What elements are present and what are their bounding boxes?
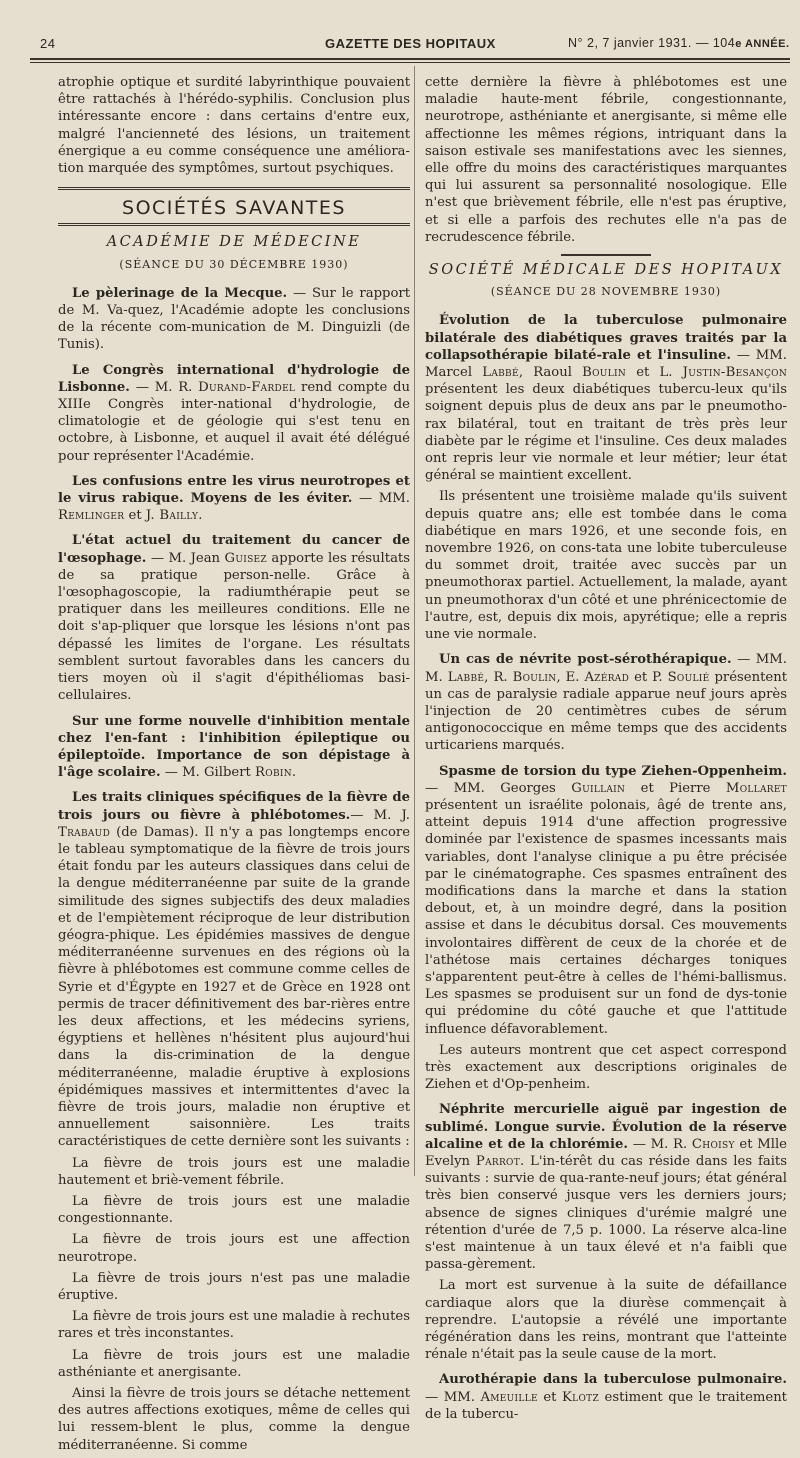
- list-item: Ainsi la fièvre de trois jours se détache nettement des autres affections exotiques, même de celles qui lui ressem-blent le plus, comme la dengue méditerranéenne. Si comme: [58, 1386, 410, 1453]
- article-heading: Évolution de la tuberculose pulmonaire bilatérale des diabétiques graves traités par la collapsothérapie bilaté-rale et l'insuline.: [425, 313, 787, 363]
- issue-info: [568, 36, 790, 50]
- article-text: . L'in-térêt du cas réside dans les faits suivants : survie de qua-rante-neuf jours; état général très bien conservé jusque vers les derniers jours; absence de signes cliniques d'urémie malgré une rétention d'urée de 7,5 p. 1000. La réserve alca-line s'est maintenue à un taux élevé et n'a faibli que passa-gèrement.: [425, 1153, 787, 1273]
- author-name: Durand-Fardel: [198, 379, 296, 395]
- article-heading: Un cas de névrite post-sérothérapique.: [439, 652, 732, 668]
- list-item: La fièvre de trois jours n'est pas une maladie éruptive.: [58, 1270, 410, 1303]
- article-heading: Le pèlerinage de la Mecque.: [72, 285, 288, 301]
- article-heading: L'état actuel du traitement du cancer de l'œsophage.: [58, 533, 410, 566]
- article-text: — M. J.: [350, 807, 410, 823]
- header-rule: [30, 58, 790, 60]
- author-name: Klotz: [562, 1389, 599, 1405]
- article-heading: Spasme de torsion du type Ziehen-Oppenheim.: [439, 763, 787, 779]
- article-cancer: [58, 532, 410, 704]
- article-spasme: [425, 763, 787, 1038]
- author-name: Remlinger: [58, 508, 125, 524]
- page-header: [30, 34, 790, 56]
- author-name: Parrot: [475, 1153, 521, 1169]
- journal-title: GAZETTE DES HOPITAUX: [325, 36, 496, 51]
- article-text: .: [291, 765, 297, 781]
- page-number: 24: [40, 36, 56, 51]
- author-name: Boulin: [512, 669, 557, 685]
- article-heading: Aurothérapie dans la tuberculose pulmonaire.: [439, 1372, 787, 1388]
- author-name: Azérad: [584, 669, 630, 685]
- article-text: apporte les résultats de sa pratique person-nelle. Grâce à l'œsophagoscopie, la radiumthérapie peut se pratiquer dans les meilleures conditions. Elle ne doit s'ap-pliquer que lorsque les lésions n'ont pas dépassé les limites de l'organe. Les résultats semblent surtout favorables dans les cancers du tiers moyen où il s'agit d'épithéliomas basi-cellulaires.: [58, 550, 410, 704]
- section-rule-top: [58, 187, 410, 190]
- article-text: et: [537, 1389, 563, 1405]
- article-nevrite: [425, 651, 787, 754]
- article-text: — M. R.: [129, 379, 199, 395]
- article-heading: Néphrite mercurielle aiguë par ingestion de sublimé. Longue survie. Évolution de la réserve alcaline et de la chlorémie.: [425, 1102, 787, 1152]
- list-item: La fièvre de trois jours est une maladie congestionnante.: [58, 1193, 410, 1227]
- list-item: La fièvre de trois jours est une maladie hautement et briè-vement fébrile.: [58, 1155, 410, 1188]
- article-pelerinage: [58, 285, 410, 354]
- article-tuberculose: [425, 312, 787, 484]
- article-text: (de Damas). Il n'y a pas longtemps encore le tableau symptomatique de la fièvre de trois jours était fondu par les auteurs classiques dans celui de la dengue méditerranéenne par suite de la grande similitude des signes subjectifs des deux maladies et de l'empiètement réciproque de leur distribution géogra-phique. Les épidémies massives de dengue méditerranéenne survenues en des régions où la fièvre à phlébotomes est commune comme celles de Syrie et d'Égypte en 1927 et de Grèce en 1928 ont permis de tracer définitivement des bar-rières entre les deux affections, et les médecins syriens, égyptiens et hellènes n'hésitent plus aujourd'hui dans la dis-crimination de la dengue méditerranéenne, maladie éruptive à explosions épidémiques massives et intermittentes d'avec la fièvre de trois jours, maladie non éruptive et annuellement saisonnière. Les traits caractéristiques de cette dernière sont les suivants :: [58, 824, 410, 1150]
- article-text: — MM. M.: [425, 652, 787, 685]
- seance-date-right: (SÉANCE DU 28 NOVEMBRE 1930): [490, 285, 722, 299]
- article-congres: [58, 362, 410, 465]
- society-hopitaux: SOCIÉTÉ MÉDICALE DES HOPITAUX: [428, 262, 784, 279]
- author-name: Labbé: [447, 669, 485, 685]
- article-fievre: [58, 789, 410, 1150]
- article-text: — Sur le rapport de M. Va-quez, l'Académie adopte les conclusions de la récente com-munication de M. Dinguizli (de Tunis).: [58, 285, 410, 353]
- issue-date: N° 2, 7 janvier 1931. — 104: [568, 36, 736, 50]
- issue-year: e ANNÉE.: [735, 38, 790, 50]
- column-divider: [414, 66, 415, 1176]
- society-academie: ACADÉMIE DE MÉDECINE: [106, 234, 362, 251]
- article-text: et Mlle Evelyn: [425, 1136, 787, 1169]
- right-column: [425, 74, 787, 1427]
- article-paragraph: La mort est survenue à la suite de défaillance cardiaque alors que la diurèse commençait à reprendre. L'autopsie a révélé une importante régénération dans les reins, montrant que l'atteinte rénale n'était pas la seule cause de la mort.: [425, 1278, 787, 1363]
- article-heading: Le Congrès international d'hydrologie de Lisbonne.: [58, 362, 410, 395]
- article-text: — MM.: [425, 1389, 481, 1405]
- article-text: et Pierre: [625, 780, 726, 796]
- list-item: La fièvre de trois jours est une affection neurotrope.: [58, 1232, 410, 1265]
- article-heading: Les traits cliniques spécifiques de la fièvre de trois jours ou fièvre à phlébotomes.: [58, 790, 410, 823]
- article-text: estiment que le traitement de la tubercu-: [425, 1389, 787, 1422]
- author-name: Soulié: [667, 669, 710, 685]
- article-text: .: [198, 508, 203, 524]
- author-name: Mollaret: [725, 780, 787, 796]
- article-text: et L.: [626, 365, 683, 381]
- article-text: , E.: [556, 669, 585, 685]
- author-name: Guisez: [224, 550, 267, 566]
- article-text: — MM.: [352, 491, 410, 507]
- header-rule-thin: [30, 62, 790, 63]
- section-title: SOCIÉTÉS SAVANTES: [122, 197, 346, 220]
- author-name: Justin-Besançon: [682, 365, 787, 381]
- article-text: — M. Jean: [146, 550, 225, 566]
- article-inhibition: [58, 713, 410, 782]
- list-item: La fièvre de trois jours est une maladie à rechutes rares et très inconstantes.: [58, 1309, 410, 1342]
- author-name: J. Bailly: [145, 508, 199, 524]
- article-text: — MM. Georges: [425, 780, 572, 796]
- article-text: , R.: [484, 669, 513, 685]
- author-name: Choisy: [691, 1136, 735, 1152]
- article-nephrite: [425, 1101, 787, 1273]
- author-name: Ameuille: [480, 1389, 538, 1405]
- article-text: — M. R.: [627, 1136, 692, 1152]
- article-aurotherapie: [425, 1371, 787, 1423]
- article-heading: Sur une forme nouvelle d'inhibition mentale chez l'en-fant : l'inhibition épileptique ou épileptoïde. Importance de son dépistage à l'âge scolaire.: [58, 713, 410, 781]
- article-text: et P.: [629, 669, 668, 685]
- author-name: Labbé: [482, 365, 519, 381]
- list-item: La fièvre de trois jours est une maladie asthéniante et anergisante.: [58, 1347, 410, 1380]
- article-text: et: [124, 508, 146, 524]
- left-column: [58, 74, 410, 1458]
- article-text: rend compte du XIIIe Congrès inter-national d'hydrologie, de climatologie et de géologie qui s'est tenu en octobre, à Lisbonne, et auquel il avait été délégué pour représenter l'Académie.: [58, 379, 410, 464]
- author-name: Guillain: [571, 780, 626, 796]
- author-name: Boulin: [582, 365, 627, 381]
- section-rule-bottom: [58, 223, 410, 226]
- article-text: — MM. Marcel: [425, 347, 787, 381]
- left-intro: atrophie optique et surdité labyrinthique pouvaient être rattachés à l'hérédo-syphilis. Conclusion plus intéressante encore : dans certains d'entre eux, malgré l'ancienneté des lésions, un traitement énergique a eu comme conséquence une améliora-tion marquée des symptômes, surtout psychiques.: [58, 75, 410, 177]
- seance-date-left: (SÉANCE DU 30 DÉCEMBRE 1930): [119, 257, 349, 271]
- article-virus: [58, 473, 410, 525]
- article-paragraph: Ils présentent une troisième malade qu'ils suivent depuis quatre ans; elle est tombée dans le coma diabétique en mars 1926, et une seconde fois, en novembre 1926, on cons-tata une lobite tuberculeuse du sommet droit, traitée avec succès par un pneumothorax partiel. Actuellement, la malade, ayant un pneumothorax d'un côté et une phrénicectomie de l'autre, est, depuis dix mois, apyrétique; elle a repris une vie normale.: [425, 489, 787, 643]
- separator-rule: [561, 254, 651, 256]
- right-intro: cette dernière la fièvre à phlébotomes est une maladie haute-ment fébrile, congestionnante, neurotrope, asthéniante et anergisante, si même elle affectionne les mêmes régions, intriquant dans la saison estivale ses manifestations avec les siennes, elle offre du moins des caractéristiques marquantes qui lui assurent sa personnalité nosologique. Elle n'est que brièvement fébrile, elle n'est pas éruptive, et si elle a parfois des rechutes elle n'a pas de recrudescence fébrile.: [425, 75, 787, 245]
- article-text: présentent les deux diabétiques tubercu-leux qu'ils soignent depuis plus de deux ans par le pneumotho-rax bilatéral, tout en traitant de très près leur diabète par le régime et l'insuline. Ces deux malades ont repris leur vie normale et leur métier; leur état général se maintient excellent.: [425, 382, 787, 484]
- article-heading: Les confusions entre les virus neurotropes et le virus rabique. Moyens de les éviter.: [58, 473, 410, 507]
- author-name: Trabaud: [58, 824, 111, 840]
- article-text: présentent un israélite polonais, âgé de trente ans, atteint depuis 1914 d'une affection progressive dominée par l'existence de spasmes incessants mais variables, dont l'analyse clinique a pu être précisée par le cinématographe. Ces spasmes entraînent des modifications dans la marche et dans la station debout, et, à un moindre degré, dans la position assise et dans le décubitus dorsal. Ces mouvements involontaires diffèrent de ceux de la chorée et de l'athétose mais certaines décharges toniques s'apparentent peut-être à celles de l'hémi-ballismus. Les spasmes se produisent sur un fond de dys-tonie qui prédomine du côté gauche et que l'attitude influence défavorablement.: [425, 797, 787, 1037]
- article-text: présentent un cas de paralysie radiale apparue neuf jours après l'injection de 20 centimètres cubes de sérum antigonococcique en même temps que des accidents urticariens marqués.: [425, 669, 787, 754]
- article-text: , Raoul: [518, 365, 583, 381]
- author-name: Robin: [255, 765, 292, 781]
- article-text: — M. Gilbert: [160, 765, 256, 781]
- article-paragraph: Les auteurs montrent que cet aspect correspond très exactement aux descriptions originales de Ziehen et d'Op-penheim.: [425, 1042, 787, 1093]
